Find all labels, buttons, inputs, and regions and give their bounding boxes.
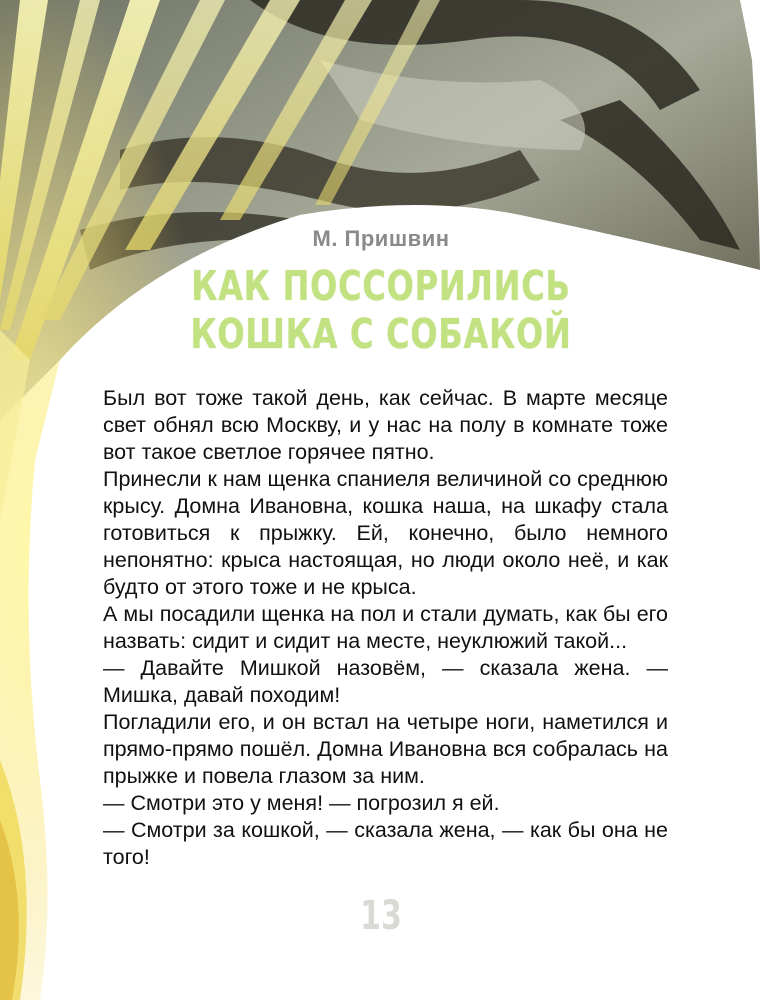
paragraph: А мы посадили щенка на пол и стали думать, как бы его назвать: сидит и сидит на месте, неуклюжий такой...	[103, 602, 668, 653]
author-name: М. Пришвин	[312, 226, 450, 251]
paragraph: Принесли к нам щенка спаниеля величиной со среднюю крысу. Домна Ивановна, кошка наша, на шкафу стала готовиться к прыжку. Ей, конечно, было немного непонятно: крыса настоящая, но люди около неё, и как будто от этого тоже и не крыса.	[103, 467, 669, 599]
story-text	[103, 385, 668, 871]
paragraph: — Давайте Мишкой назовём, — сказала жена. — Мишка, давай походим!	[103, 656, 668, 707]
story-title-line-1: КАК ПОССОРИЛИСЬ	[191, 262, 571, 310]
story-title-line-2: КОШКА С СОБАКОЙ	[190, 310, 572, 358]
page-number: 13	[360, 893, 402, 939]
paragraph: — Смотри за кошкой, — сказала жена, — как бы она не того!	[103, 818, 668, 869]
paragraph: Был вот тоже такой день, как сейчас. В марте месяце свет обнял всю Москву, и у нас на полу в комнате тоже вот такое светлое горячее пятно.	[103, 386, 668, 464]
paragraph: — Смотри это у меня! — погрозил я ей.	[103, 791, 500, 815]
paragraph: Погладили его, и он встал на четыре ноги, наметился и прямо-прямо пошёл. Домна Ивановна вся собралась на прыжке и повела глазом за ним.	[103, 710, 668, 788]
story-title	[84, 262, 678, 358]
